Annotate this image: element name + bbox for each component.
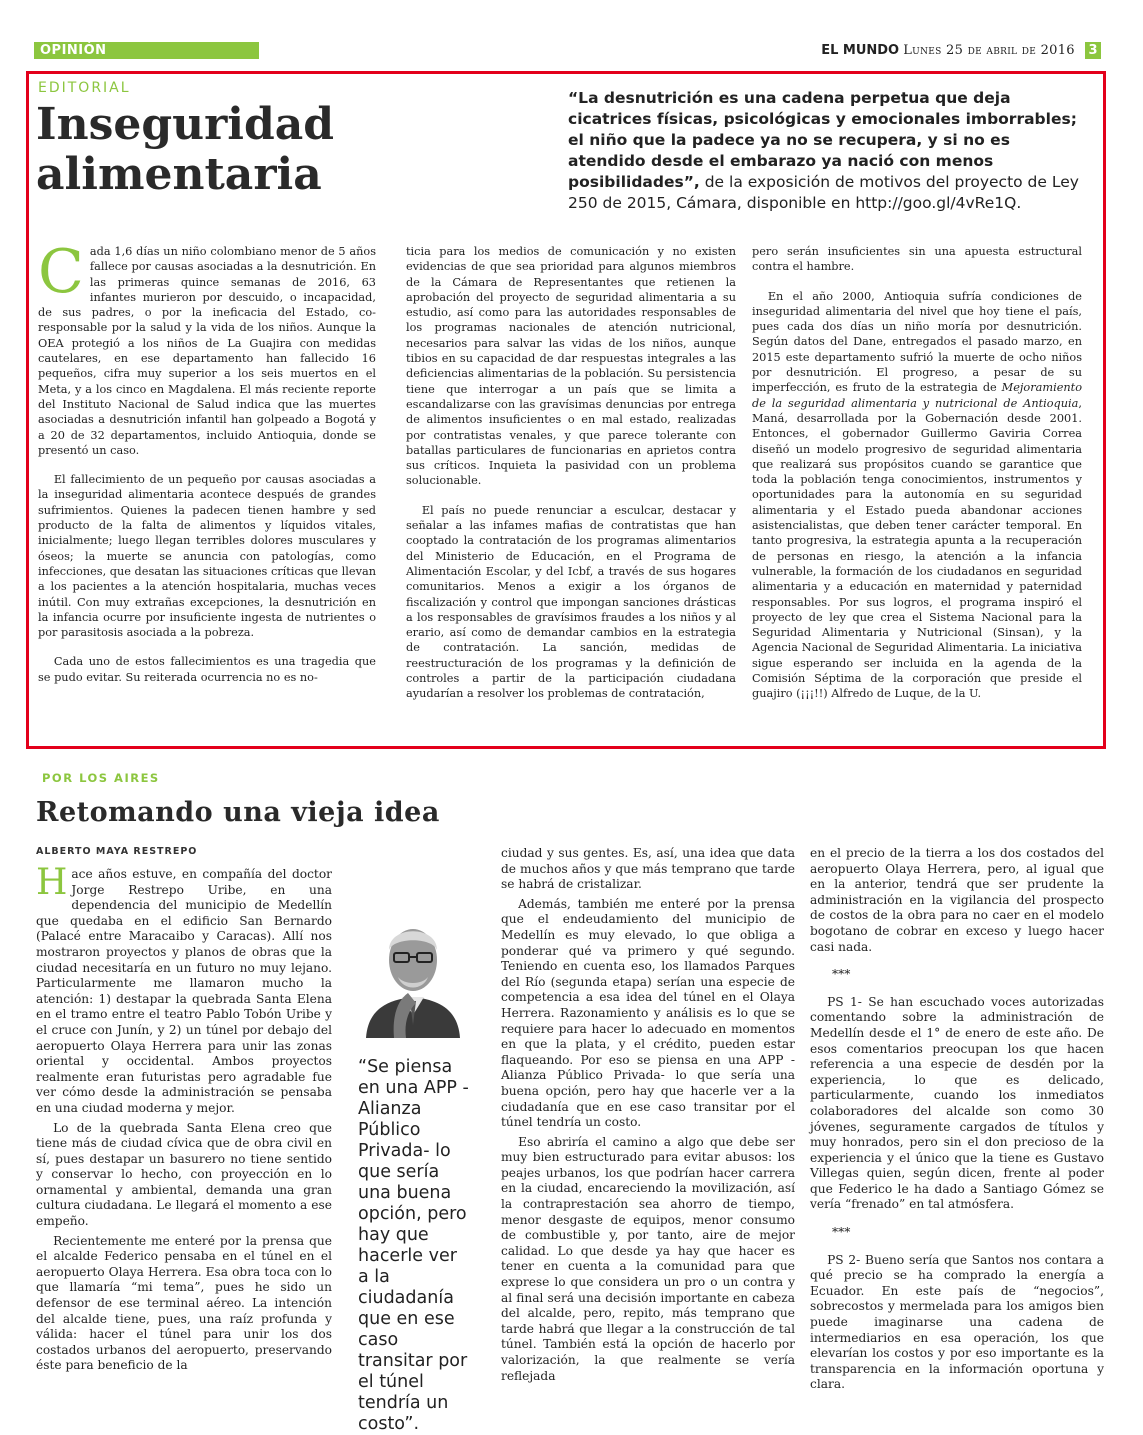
column-paragraph: Recientemente me enteré por la prensa que el alcalde Federico pensaba en el túnel en el aeropuerto Olaya Herrera. Esa obra toca con lo que llamaría “mi tema”, pues he sido un defensor de ese terminal aéreo. La intención del alcalde tiene, pues, una raíz profunda y válida: hacer el túnel para unir los dos costados urbanos del aeropuerto, preservando éste para beneficio de la: [36, 1233, 332, 1373]
column-paragraph: ciudad y sus gentes. Es, así, una idea que data de muchos años y que más temprano que tarde se habrá de cristalizar.: [501, 846, 795, 892]
column-paragraph: Lo de la quebrada Santa Elena creo que tiene más de ciudad cívica que de obra civil en sí, pues destapar un basurero no tiene sentido y conservar lo hecho, con proyección en lo ornamental y ambiental, demanda una gran cultura ciudadana. Le llegará el momento a ese empeño.: [36, 1120, 332, 1229]
column-headline: Retomando una vieja idea: [36, 797, 440, 828]
section-label: OPINIÓN: [40, 43, 107, 58]
headline-line-1: Inseguridad: [36, 99, 335, 150]
editorial-paragraph: Cada uno de estos fallecimientos es una tragedia que se pudo evitar. Su reiterada ocurrencia no es no-: [38, 655, 376, 684]
pull-quote-source: de la exposición de motivos del proyecto de Ley 250 de 2015, Cámara, disponible en http://goo.gl/4vRe1Q.: [568, 173, 1079, 212]
column-paragraph: Además, también me enteré por la prensa que el endeudamiento del municipio de Medellín es muy elevado, lo que obliga a ponderar qué va primero y qué segundo. Teniendo en cuenta eso, los llamados Parques del Río (segunda etapa) serían una especie de competencia a esa idea del túnel en el Olaya Herrera. Razonamiento y análisis es lo que se requiere para hacer lo adecuado en momentos en que la plata, y el crédito, pueden estar flaqueando. Por eso se piensa en una APP -Alianza Público Privada- lo que sería una buena opción, pero hay que hacerle ver a la ciudadanía que en ese caso transitar por el túnel tendría un costo.: [501, 896, 795, 1130]
editorial-headline: [36, 100, 334, 200]
editorial-paragraph: El fallecimiento de un pequeño por causas asociadas a la inseguridad alimentaria acontece después de grandes sufrimientos. Quienes la padecen tienen hambre y sed producto de la falta de alimentos y líquidos vitales, inicialmente; luego llegan terribles dolores musculares y óseos; la muerte se anuncia con patologías, como infecciones, que desatan las situaciones críticas que llevan a los pacientes a la atención hospitalaria, muchas veces inútil. Con muy extrañas excepciones, la desnutrición en la infancia ocurre por insuficiente ingesta de nutrientes o por parasitosis asociada a la pobreza.: [38, 473, 376, 640]
editorial-kicker: EDITORIAL: [38, 80, 131, 96]
drop-cap: H: [36, 862, 68, 903]
column-paragraph: Eso abriría el camino a algo que debe ser muy bien estructurado para evitar abusos: los peajes urbanos, los que podrían hacer carrera en la ciudad, encareciendo la movilización, así la contraprestación sea ahorro de tiempo, menor desgaste de equipos, menor consumo de combustible y, por tanto, aire de mejor calidad. Lo que desde ya hay que hacer es tener en cuenta a la comunidad para que exprese lo que considera un pro o un contra y al final será una decisión importante en cabeza del alcalde, pero, repito, más temprano que tarde habrá que llegar a la construcción de tal túnel. También está la opción de hacerlo por valorización, la que realmente se vería reflejada: [501, 1134, 795, 1383]
section-tab: [34, 42, 259, 59]
pull-quote-strong: “La desnutrición es una cadena perpetua que deja cicatrices físicas, psicológicas y emocionales imborrables; el niño que la padece ya no se recupera, y si no es atendido desde el embarazo ya nació con menos posibilidades”,: [568, 89, 1077, 191]
column-paragraph: PS 2- Bueno sería que Santos nos contara a qué precio se ha comprado la energía a Ecuador. En este país de “negocios”, sobrecostos y mermelada para los amigos bien puede imaginarse una cadena de intermediarios en esa operación, los que elevarían los costos y por eso importante es la transparencia en la información oportuna y clara.: [810, 1252, 1104, 1392]
editorial-column-2: [406, 244, 736, 716]
editorial-column-3: [752, 244, 1082, 716]
column-paragraph: PS 1- Se han escuchado voces autorizadas comentando sobre la administración de Medellín desde el 1° de enero de este año. De esos comentarios preocupan los que hacen referencia a una especie de desdén por la experiencia, lo que es delicado, particularmente, cuando los inmediatos colaboradores del alcalde son como 30 jóvenes, seguramente cargados de títulos y muy honrados, pero sin el don precioso de la experiencia y el único que la tiene es Gustavo Villegas quien, según dicen, frente al poder que Federico le ha dado a Santiago Gómez se vería “frenado” en tal atmósfera.: [810, 994, 1104, 1212]
editorial-pull-quote: [568, 88, 1088, 214]
editorial-paragraph: ticia para los medios de comunicación y no existen evidencias de que sea prioridad para algunos miembros de la Cámara de Representantes que retienen la aprobación del proyecto de seguridad alimentaria a su estudio, así como para las autoridades responsables de los programas nacionales de atención nutricional, necesarios para salvar las vidas de los niños, aunque tibios en su capacidad de dar respuestas integrales a las deficiencias alimentarias de la población. Su persistencia tiene que interrogar a un país que se limita a escandalizarse con las gravísimas denuncias por entrega de alimentos insuficientes o en mal estado, realizadas por contratistas venales, y que parece tolerante con batallas particulares de funcionarias en aprietos contra sus críticos. Inquieta la pasividad con un problema solucionable.: [406, 245, 736, 488]
column-paragraph: Hace años estuve, en compañía del doctor Jorge Restrepo Uribe, en una dependencia del municipio de Medellín que quedaba en el edificio San Bernardo (Palacé entre Maracaibo y Caracas). Allí nos mostraron proyectos y planos de obras que la ciudad necesitaría en un futuro no muy lejano. Particularmente me llamaron mucho la atención: 1) destapar la quebrada Santa Elena en el tramo entre el teatro Pablo Tobón Uribe y el cruce con Junín, y 2) un túnel por debajo del aeropuerto Olaya Herrera para unir las zonas oriental y occidental. Ambos proyectos realmente eran futuristas pero agradable fue ver cómo desde la administración se pensaba en una ciudad moderna y mejor.: [36, 862, 332, 1115]
editorial-paragraph: pero serán insuficientes sin una apuesta estructural contra el hambre.: [752, 245, 1082, 274]
section-divider: ***: [832, 967, 851, 982]
section-divider: ***: [832, 1225, 851, 1240]
column-text-3: [810, 846, 1104, 1397]
column-text-2: [501, 846, 795, 1388]
column-kicker: POR LOS AIRES: [42, 771, 160, 785]
drop-cap: C: [38, 237, 84, 307]
editorial-paragraph: Cada 1,6 días un niño colombiano menor de 5 años fallece por causas asociadas a la desnutrición. En las primeras quince semanas de 2016, 63 infantes murieron por descuido, o incapacidad, de sus padres, o por la ineficacia del Estado, co-responsable por la salud y la vida de los niños. Aunque la OEA protegió a los niños de La Guajira con medidas cautelares, en ese departamento han fallecido 16 pequeños, cifra muy superior a los seis muertos en el Meta, y a los cinco en Magdalena. El más reciente reporte del Instituto Nacional de Salud indica que las muertes asociadas a desnutrición infantil han golpeado a Bogotá y a 20 de 32 departamentos, incluido Antioquia, donde se presentó un caso.: [38, 237, 376, 457]
column-pull-quote: “Se piensa en una APP -Alianza Público Privada- lo que sería una buena opción, pero hay que hacerle ver a la ciudadanía que en ese caso transitar por el túnel tendría un costo”.: [358, 1057, 469, 1434]
masthead: [821, 42, 1101, 59]
editorial-paragraph: El país no puede renunciar a esculcar, destacar y señalar a las infames mafias de contratistas que han cooptado la contratación de los programas alimentarios del Ministerio de Educación, en el Programa de Alimentación Escolar, y del Icbf, a través de sus hogares comunitarios. Menos a exigir a los órganos de fiscalización y control que impongan sanciones drásticas a los responsables de gravísimos fraudes a los niños y al erario, así como de demandar cambios en la estrategia de contratación. La sanción, medidas de reestructuración de los programas y la definición de controles a partir de la participación ciudadana ayudarían a resolver los problemas de contratación,: [406, 503, 736, 701]
headline-line-2: alimentaria: [36, 149, 322, 200]
editorial-column-1: [38, 237, 376, 699]
editorial-paragraph: En el año 2000, Antioquia sufría condiciones de inseguridad alimentaria del nivel que hoy tiene el país, pues cada dos días un niño moría por desnutrición. Según datos del Dane, entregados el pasado marzo, en 2015 este departamento sufrió la muerte de ocho niños por desnutrición. El progreso, a pesar de su imperfección, es fruto de la estrategia de Mejoramiento de la seguridad alimentaria y nutricional de Antioquia, Maná, desarrollada por la Gobernación desde 2001. Entonces, el gobernador Guillermo Gaviria Correa diseñó un modelo progresivo de seguridad alimentaria que realizará sus propósitos cuando se garantice que toda la población tenga conocimientos, instrumentos y oportunidades para la autonomía en su seguridad alimentaria y el Estado pueda abandonar acciones asistencialistas, que deben tener carácter temporal. En tanto progresiva, la estrategia apunta a la recuperación de personas en riesgo, la atención a la infancia vulnerable, la formación de los ciudadanos en seguridad alimentaria y a educación en maternidad y paternidad responsables. Por sus logros, el programa inspiró el proyecto de ley que crea el Sistema Nacional para la Seguridad Alimentaria y Nutricional (Sinsan), y la Agencia Nacional de Seguridad Alimentaria. La iniciativa sigue esperando ser incluida en la agenda de la Comisión Séptima de la corporación que preside el guajiro (¡¡¡!!) Alfredo de Luque, de la U.: [752, 289, 1082, 701]
column-text-1: [36, 862, 332, 1378]
column-paragraph: en el precio de la tierra a los dos costados del aeropuerto Olaya Herrera, pero, al igual que en la anterior, tendrá que ser prudente la administración en la vigilancia del prospecto de costos de la obra para no caer en el modelo bogotano de cobrar en exceso y luego hacer casi nada.: [810, 846, 1104, 954]
author-byline: ALBERTO MAYA RESTREPO: [36, 846, 198, 857]
page-number: 3: [1085, 42, 1101, 59]
author-portrait: [358, 905, 468, 1038]
paper-name: EL MUNDO: [821, 43, 900, 58]
issue-date: Lunes 25 de abril de 2016: [903, 43, 1075, 58]
